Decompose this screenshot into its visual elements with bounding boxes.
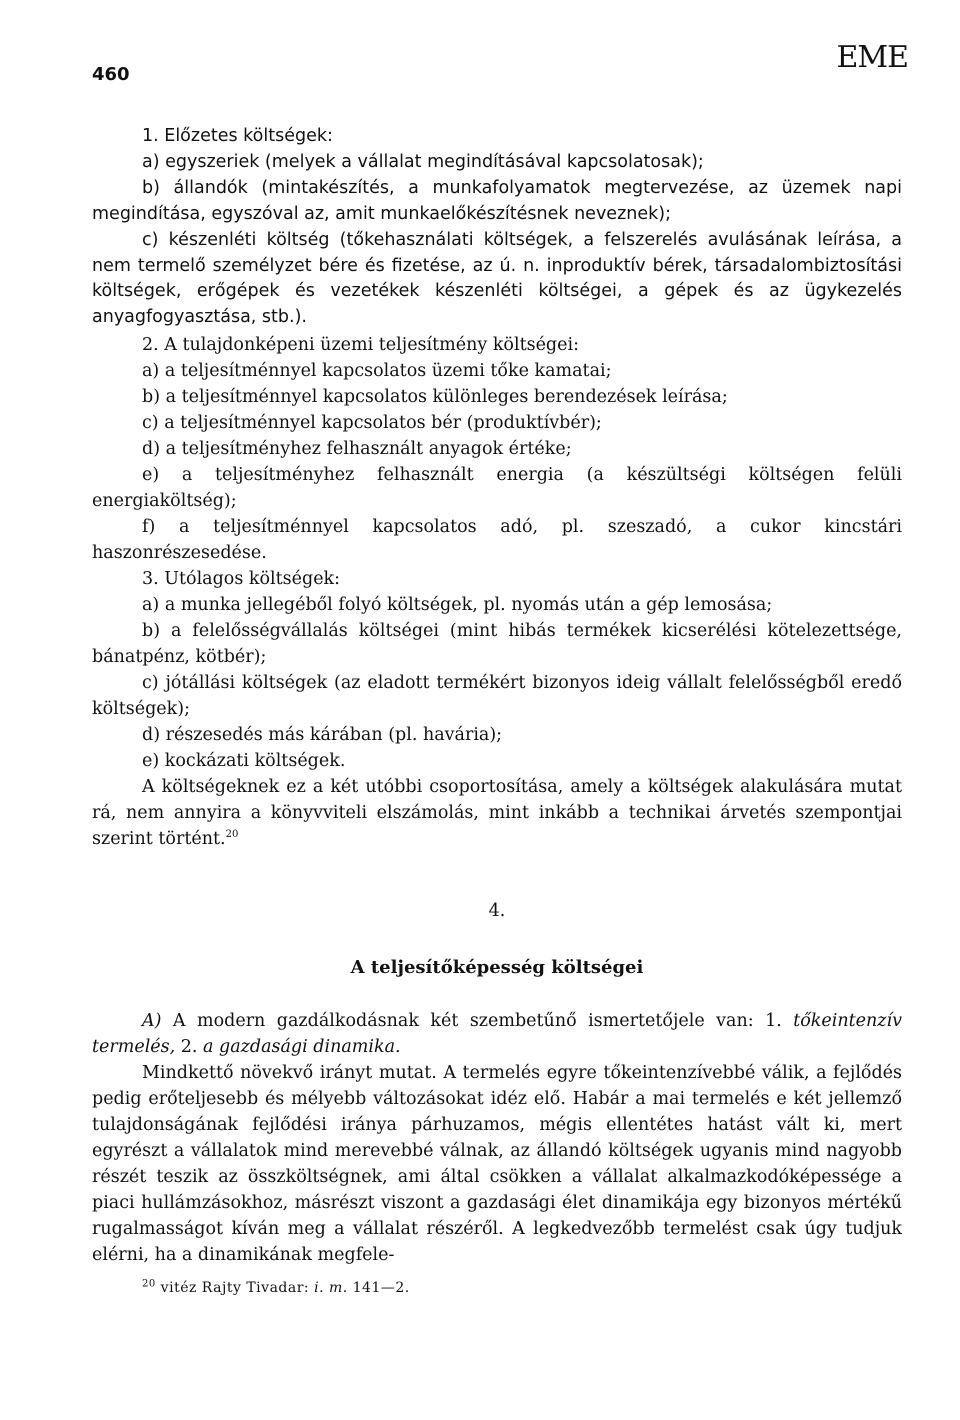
section-1: [92, 124, 902, 331]
section-3-item-a: a) a munka jellegéből folyó költségek, pl. nyomás után a gép lemosása;: [142, 595, 773, 615]
section-1-item-b: b) állandók (mintakészítés, a munkafolyamatok megtervezése, az üzemek napi megindítása, egyszóval az, amit munkaelőkészítésnek neveznek);: [92, 177, 902, 224]
section-3-item-b: b) a felelősségvállalás költségei (mint hibás termékek kicserélési kötelezettsége, bánatpénz, kötbér);: [92, 621, 902, 667]
chapter-4: [92, 898, 902, 1268]
section-3-title: 3. Utólagos költségek:: [142, 569, 341, 589]
chapter-number: 4.: [488, 901, 506, 921]
section-2-item-e: e) a teljesítményhez felhasznált energia (a készültségi költségen felüli energiaköltség);: [92, 465, 902, 511]
journal-logo: EME: [836, 40, 908, 75]
page-number: 460: [92, 64, 130, 85]
section-3-item-c: c) jótállási költségek (az eladott termékért bizonyos ideig vállalt felelősségből eredő költségek);: [92, 673, 902, 719]
section-1-item-c: c) készenléti költség (tőkehasználati költségek, a felszerelés avulásának leírása, a nem termelő személyzet bére és fizetése, az ú. n. inproduktív bérek, társadalombiztosítási költségek, erőgépek és vezetékek készenléti költségei, a gépek és az ügykezelés anyagfogyasztása, stb.).: [92, 229, 902, 328]
footnote-ref: 20: [225, 829, 239, 841]
section-2-item-c: c) a teljesítménnyel kapcsolatos bér (produktívbér);: [142, 413, 602, 433]
footnote-ref-abbrev: i. m.: [314, 1280, 348, 1296]
para-1-start: A modern gazdálkodásnak két szembetűnő ismertetőjele van:: [161, 1011, 766, 1031]
footnote-number: 20: [142, 1278, 156, 1290]
section-3-item-d: d) részesedés más kárában (pl. havária);: [142, 725, 503, 745]
footnote-pages: 141—2.: [347, 1280, 410, 1296]
section-2-item-b: b) a teljesítménnyel kapcsolatos különleges berendezések leírása;: [142, 387, 728, 407]
item-1-number: 1.: [765, 1011, 782, 1031]
section-1-item-a: a) egyszeriek (melyek a vállalat megindításával kapcsolatosak);: [142, 151, 704, 172]
body-paragraph-1: [92, 1008, 902, 1060]
footnote-text: vitéz Rajty Tivadar:: [155, 1280, 315, 1296]
closing-text: A költségeknek ez a két utóbbi csoportosítása, amely a költségek alakulására mutat rá, nem annyira a könyvviteli elszámolás, mint inkább a technikai árvetés szempontjai szerint történt.: [92, 777, 902, 849]
para-label: A): [142, 1011, 162, 1031]
section-2-title: 2. A tulajdonképeni üzemi teljesítmény költségei:: [142, 335, 579, 355]
body-paragraph-2: Mindkettő növekvő irányt mutat. A termelés egyre tőkeintenzívebbé válik, a fejlődés pedig erőteljesebb és mélyebb változásokat idéz elő. Habár a mai termelés e két jellemző tulajdonságának fejlődési iránya párhuzamos, mégis ellentétes hatást vált ki, mert egyrészt a vállalatok mind merevebbé válnak, az állandó költségek ugyanis mind nagyobb részét teszik az összköltségnek, ami által csökken a vállalat alkalmazkodóképessége a piaci hullámzásokhoz, másrészt viszont a gazdasági élet dinamikája egy bizonyos mértékű rugalmasságot kíván meg a vállalat részéről. A legkedvezőbb termelést csak úgy tudjuk elérni, ha a dinamikának megfele-: [92, 1063, 902, 1265]
section-2-item-a: a) a teljesítménnyel kapcsolatos üzemi tőke kamatai;: [142, 361, 612, 381]
closing-paragraph: [92, 774, 902, 852]
footnote: [142, 1280, 410, 1296]
chapter-title: A teljesítőképesség költségei: [350, 957, 644, 978]
item-1-text: tőkeintenzív termelés,: [92, 1011, 902, 1057]
section-2-item-d: d) a teljesítményhez felhasznált anyagok értéke;: [142, 439, 572, 459]
section-3-item-e: e) kockázati költségek.: [142, 751, 346, 771]
item-2-number: 2.: [175, 1037, 204, 1057]
section-1-title: 1. Előzetes költségek:: [142, 126, 333, 146]
section-2-item-f: f) a teljesítménnyel kapcsolatos adó, pl. szeszadó, a cukor kincstári haszonrészesedése.: [92, 517, 902, 563]
sections-2-3: [92, 332, 902, 852]
item-2-text: a gazdasági dinamika.: [203, 1037, 401, 1057]
